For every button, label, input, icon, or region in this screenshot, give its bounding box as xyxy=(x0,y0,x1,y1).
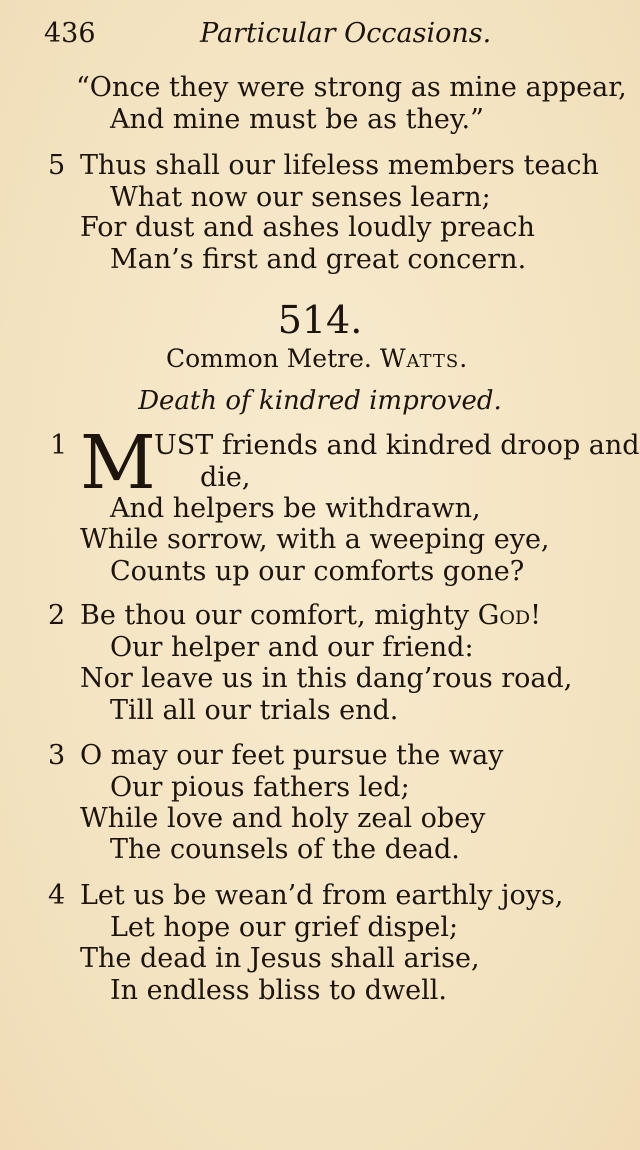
hymn-number: 514. xyxy=(277,298,363,342)
verse-line: In endless bliss to dwell. xyxy=(110,975,447,1006)
verse-line: The dead in Jesus shall arise, xyxy=(80,943,480,974)
verse-line xyxy=(80,600,541,632)
verse-line: And mine must be as they.” xyxy=(110,104,484,135)
verse-number: 1 xyxy=(50,430,68,461)
divine-name: God xyxy=(477,600,531,631)
punctuation: ! xyxy=(530,600,541,631)
verse-number: 5 xyxy=(48,150,66,181)
verse-number: 2 xyxy=(48,600,66,631)
verse-line: Our helper and our friend: xyxy=(110,632,474,663)
verse-line: O may our feet pursue the way xyxy=(80,740,504,771)
verse-line-text: Be thou our comfort, mighty xyxy=(80,600,478,631)
hymn-metre xyxy=(166,344,468,373)
verse-line: Counts up our comforts gone? xyxy=(110,556,525,587)
verse-number: 3 xyxy=(48,740,66,771)
page-number: 436 xyxy=(44,18,96,49)
verse-line: Let hope our grief dispel; xyxy=(110,912,459,943)
verse-line: Man’s first and great concern. xyxy=(110,244,527,275)
hymn-author: Watts. xyxy=(379,344,469,373)
verse-line: And helpers be withdrawn, xyxy=(110,493,481,524)
verse-line: “Once they were strong as mine appear, xyxy=(76,72,627,103)
verse-line: The counsels of the dead. xyxy=(110,834,460,865)
verse-number: 4 xyxy=(48,880,66,911)
running-title: Particular Occasions. xyxy=(200,18,492,49)
verse-line: Let us be wean’d from earthly joys, xyxy=(80,880,564,911)
verse-line: Thus shall our lifeless members teach xyxy=(80,150,599,181)
drop-cap: M xyxy=(80,420,156,506)
verse-line: die, xyxy=(200,462,251,493)
running-header xyxy=(0,18,640,58)
verse-line: Nor leave us in this dang’rous road, xyxy=(80,663,573,694)
verse-line: For dust and ashes loudly preach xyxy=(80,212,535,243)
verse-line: While love and holy zeal obey xyxy=(80,803,486,834)
metre-label: Common Metre. xyxy=(166,344,372,373)
verse-line: Till all our trials end. xyxy=(110,695,399,726)
verse-line: UST friends and kindred droop and xyxy=(154,430,640,461)
verse-line: What now our senses learn; xyxy=(110,182,491,213)
verse-line: While sorrow, with a weeping eye, xyxy=(80,524,550,555)
hymn-title: Death of kindred improved. xyxy=(138,386,502,416)
verse-line: Our pious fathers led; xyxy=(110,772,410,803)
